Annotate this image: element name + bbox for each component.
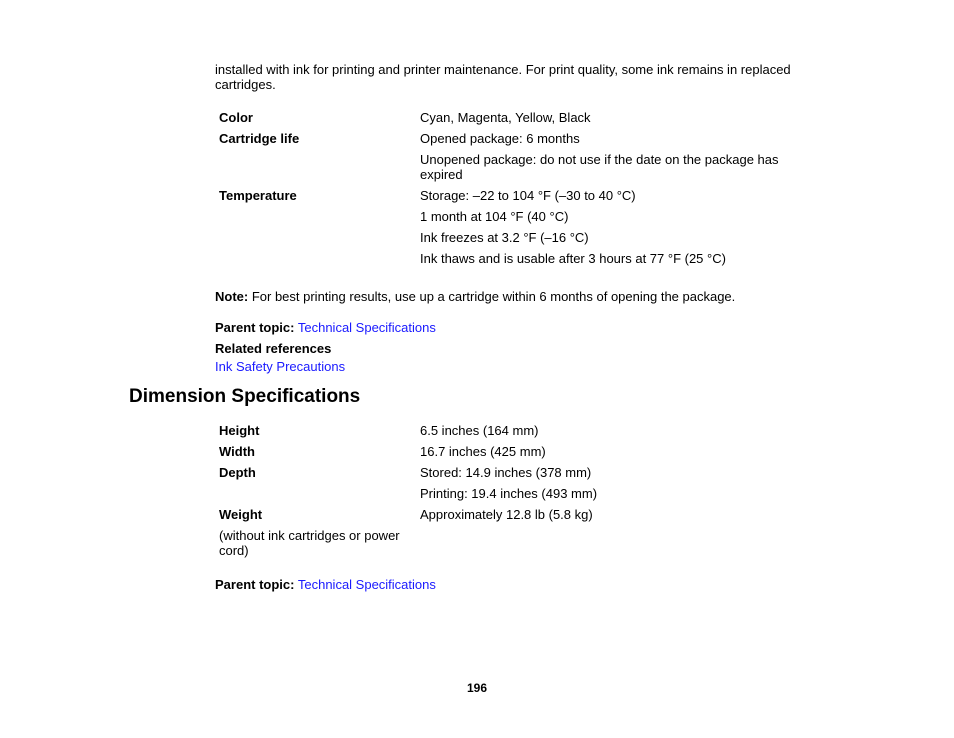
table-row — [215, 152, 804, 188]
parent-topic-label: Parent topic: — [215, 320, 295, 335]
table-row — [215, 507, 804, 564]
spec-label: Temperature — [219, 188, 297, 203]
table-row — [215, 486, 804, 507]
parent-topic-label: Parent topic: — [215, 577, 295, 592]
table-row — [215, 209, 804, 230]
note-text: For best printing results, use up a cartridge within 6 months of opening the package. — [248, 289, 736, 304]
table-row — [215, 423, 804, 444]
spec-value: 16.7 inches (425 mm) — [420, 444, 546, 459]
table-row — [215, 444, 804, 465]
spec-label: Height — [219, 423, 260, 438]
note-label: Note: — [215, 289, 249, 304]
table-row — [215, 230, 804, 251]
related-references-label: Related references — [215, 341, 332, 356]
table-row — [215, 131, 804, 152]
spec-value: 6.5 inches (164 mm) — [420, 423, 539, 438]
spec-value: Opened package: 6 months — [420, 131, 580, 146]
spec-value: Cyan, Magenta, Yellow, Black — [420, 110, 591, 125]
page-number: 196 — [466, 681, 488, 695]
spec-label: Cartridge life — [219, 131, 300, 146]
table-row — [215, 465, 804, 486]
section-heading: Dimension Specifications — [129, 386, 361, 407]
table-row — [215, 188, 804, 209]
spec-value: Storage: –22 to 104 °F (–30 to 40 °C) — [420, 188, 636, 203]
spec-value: Ink thaws and is usable after 3 hours at 77 °F (25 °C) — [420, 251, 726, 266]
parent-topic-line — [215, 577, 436, 592]
spec-value: Approximately 12.8 lb (5.8 kg) — [420, 507, 593, 522]
table-row — [215, 110, 804, 131]
dimension-spec-table — [215, 423, 804, 564]
intro-paragraph: installed with ink for printing and printer maintenance. For print quality, some ink remains in replaced cartridges. — [215, 62, 791, 92]
ink-safety-precautions-link[interactable]: Ink Safety Precautions — [215, 359, 346, 374]
ink-spec-table — [215, 110, 804, 272]
spec-value: Printing: 19.4 inches (493 mm) — [420, 486, 598, 501]
spec-label: Width — [219, 444, 255, 459]
technical-specifications-link[interactable]: Technical Specifications — [297, 320, 436, 335]
spec-label: Color — [219, 110, 253, 125]
spec-label: Weight — [219, 507, 263, 522]
spec-value: 1 month at 104 °F (40 °C) — [420, 209, 569, 224]
spec-value: Stored: 14.9 inches (378 mm) — [420, 465, 592, 480]
technical-specifications-link[interactable]: Technical Specifications — [297, 577, 436, 592]
table-row — [215, 251, 804, 272]
note-line — [215, 289, 735, 304]
spec-label: Depth — [219, 465, 256, 480]
spec-value: Unopened package: do not use if the date on the package has expired — [420, 152, 779, 182]
spec-sublabel: (without ink cartridges or power cord) — [219, 528, 400, 558]
spec-value: Ink freezes at 3.2 °F (–16 °C) — [420, 230, 589, 245]
parent-topic-line — [215, 320, 436, 335]
